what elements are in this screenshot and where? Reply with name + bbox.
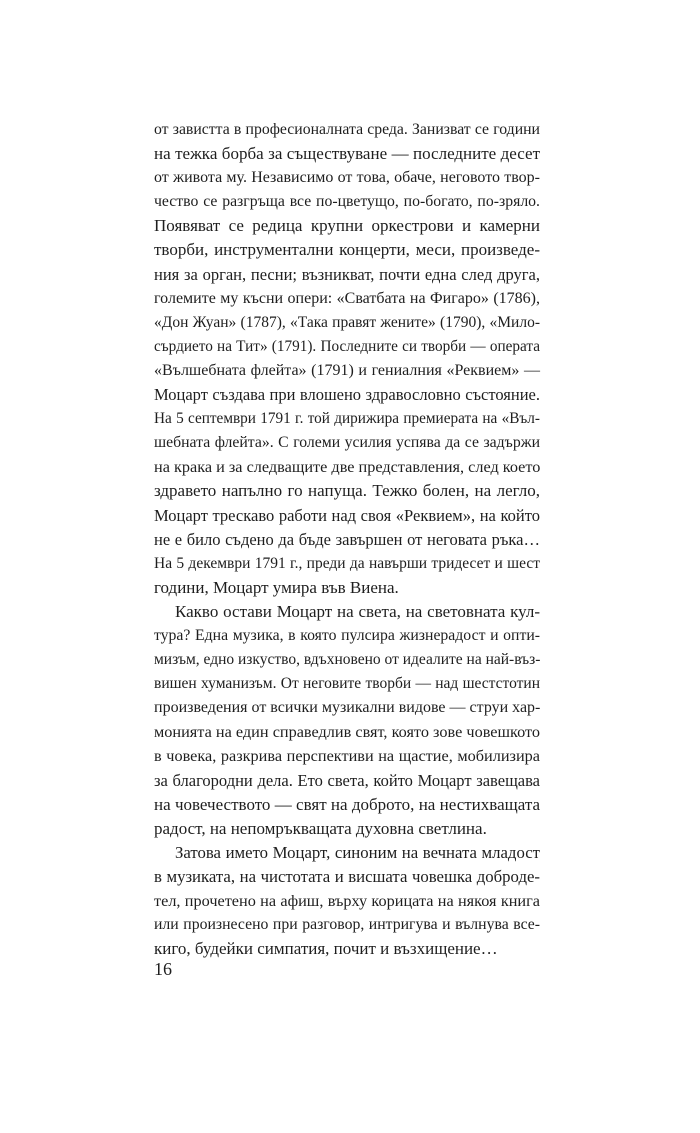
- text-line: Затова името Моцарт, синоним на вечната младост: [175, 842, 540, 862]
- paragraph-1: [154, 118, 540, 600]
- text-line: здравето напълно го напуща. Тежко болен, на легло,: [154, 481, 540, 501]
- text-line: монията на един справедлив свят, която зове човешкото: [154, 723, 540, 742]
- text-line: не е било съдено да бъде завършен от неговата ръка…: [154, 529, 540, 549]
- text-line: творби, инструментални концерти, меси, произведе-: [154, 240, 540, 260]
- text-line: киго, будейки симпатия, почит и възхищение…: [154, 939, 498, 959]
- body-text: [154, 118, 540, 961]
- text-line: На 5 декември 1791 г., преди да навърши тридесет и шест: [154, 554, 540, 572]
- text-line: на тежка борба за съществуване — последните десет: [154, 144, 540, 164]
- page-number: 16: [154, 959, 172, 979]
- paragraph-3: [154, 841, 540, 961]
- text-line: от завистта в професионалната среда. Занизват се години: [154, 121, 540, 138]
- text-line: «Вълшебната флейта» (1791) и гениалния «Реквием» —: [154, 361, 540, 379]
- text-line: мизъм, едно изкуство, вдъхновено от идеалите на най-въз-: [154, 651, 541, 669]
- text-line: години, Моцарт умира във Виена.: [154, 577, 399, 597]
- text-line: сърдието на Тит» (1791). Последните си творби — операта: [154, 337, 540, 355]
- text-line: в човека, разкрива перспективи на щастие, мобилизира: [154, 747, 540, 766]
- text-line: «Дон Жуан» (1787), «Така правят жените» (1790), «Мило-: [154, 313, 540, 331]
- text-line: от живота му. Независимо от това, обаче, неговото твор-: [154, 169, 540, 187]
- text-line: шебната флейта». С големи усилия успява да се задържи: [154, 434, 540, 452]
- text-line: големите му късни опери: «Сватбата на Фигаро» (1786),: [154, 289, 540, 307]
- text-line: ния за орган, песни; възникват, почти една след друга,: [154, 264, 540, 284]
- text-line: на крака и за следващите две представления, след което: [154, 458, 541, 477]
- text-line: в музиката, на чистотата и висшата човешка доброде-: [154, 866, 540, 886]
- text-line: Моцарт трескаво работи над своя «Реквием», на който: [154, 505, 540, 525]
- text-line: за благородни дела. Ето света, който Моцарт завещава: [154, 770, 540, 790]
- text-line: тура? Една музика, в която пулсира жизнерадост и опти-: [154, 626, 540, 644]
- text-line: или произнесено при разговор, интригува и вълнува все-: [154, 916, 540, 934]
- text-line: на човечеството — свят на доброто, на нестихващата: [154, 794, 540, 814]
- paragraph-2: [154, 600, 540, 841]
- text-line: чество се разгръща все по-цветущо, по-богато, по-зряло.: [154, 193, 540, 211]
- text-line: тел, прочетено на афиш, върху корицата на някоя книга: [154, 892, 540, 910]
- text-line: На 5 септември 1791 г. той дирижира премиерата на «Въл-: [154, 410, 540, 428]
- text-line: Какво остави Моцарт на света, на световната кул-: [175, 601, 540, 621]
- text-line: Моцарт създава при влошено здравословно състояние.: [154, 385, 540, 405]
- text-line: произведения от всички музикални видове — струи хар-: [154, 699, 541, 717]
- text-line: радост, на непомръкващата духовна светлина.: [154, 818, 487, 838]
- text-line: вишен хуманизъм. От неговите творби — над шестстотин: [154, 675, 540, 693]
- text-line: Появяват се редица крупни оркестрови и камерни: [154, 216, 540, 236]
